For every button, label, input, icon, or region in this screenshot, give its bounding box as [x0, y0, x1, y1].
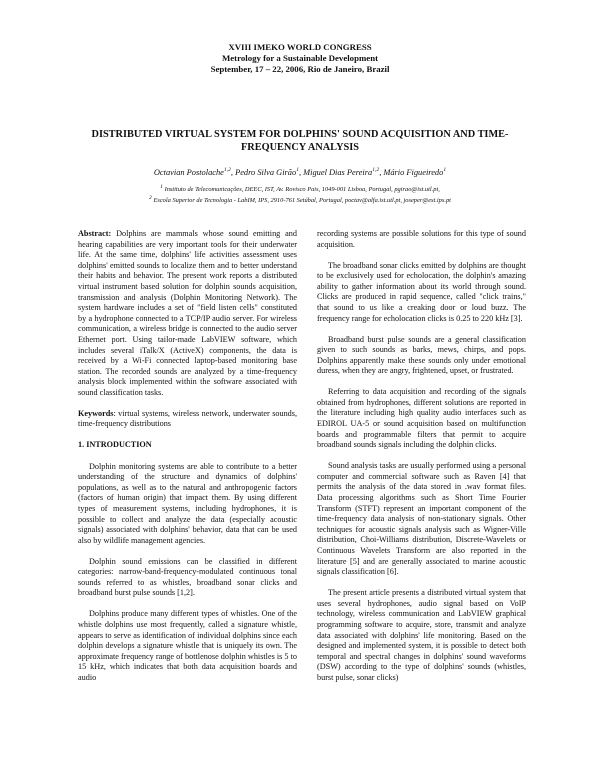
- affil-text: Instituto de Telecomunicações, DEEC, IST, Av. Rovisco Pais, 1049-001 Lisboa, Portugal, pgirao@ist.utl.pt,: [164, 186, 440, 193]
- affil-text: Escola Superior de Tecnologia - LabIM, IPS, 2910-761 Setúbal, Portugal, poctav@alfa.ist.utl.pt, joseper@est.ips.pt: [153, 196, 451, 204]
- paragraph: recording systems are possible solutions for this type of sound acquisition.: [317, 229, 526, 249]
- author-name: Mário Figueiredo: [383, 168, 444, 177]
- section-heading: 1. INTRODUCTION: [78, 440, 152, 450]
- author-name: Pedro Silva Girão: [235, 168, 297, 177]
- paragraph: Broadband burst pulse sounds are a general classification given to such sounds as barks, mews, chirps, and pops. Dolphins apparently make these sounds only under emotional duress, when they are angry, frightened, upset, or frustrated.: [317, 334, 526, 376]
- keywords-text: : virtual systems, wireless network, underwater sounds, time-frequency distributions: [78, 408, 297, 429]
- affil-sup: 2: [149, 194, 152, 201]
- author-list: Octavian Postolache$^{1,2}$, Pedro Silva Girão$^1$, Miguel Dias Pereira$^{1,2}$, Mário Figueiredo$^1$: [153, 167, 447, 177]
- abstract: [78, 229, 297, 399]
- conference-theme: Metrology for a Sustainable Development: [221, 52, 379, 63]
- conference-header: [0, 42, 600, 74]
- abstract-label: Abstract:: [78, 229, 112, 238]
- author-name: Miguel Dias Pereira: [303, 168, 373, 177]
- right-column: [317, 229, 526, 694]
- paragraph: The present article presents a distributed virtual system that uses several hydrophones, audio signal based on VoIP technology, wireless communication and LabVIEW graphical programming software to acquire, store, transmit and analyze data associated with dolphins' life monitoring. Based on the designed and implemented system, it is possible to detect both temporal and spectral changes in dolphins' sound waveforms (DSW) according to the type of dolphins' sounds (whistles, burst pulse, sonar clicks): [317, 588, 526, 682]
- conference-name: XVIII IMEKO WORLD CONGRESS: [228, 42, 372, 52]
- affiliations: [0, 185, 600, 206]
- paragraph: Dolphins produce many different types of whistles. One of the whistle dolphins use most frequently, called a signature whistle, appears to serve as identification of individual dolphins since each dolphin develops a signature whistle that is uniquely its own. The approximate frequency range of bottlenose dolphin whistles is 5 to 15 kHz, which indicates that both data acquisition boards and audio: [78, 609, 297, 683]
- author-affil-sup: 1: [296, 167, 299, 174]
- affiliation-2: [0, 196, 600, 207]
- paragraph: Sound analysis tasks are usually performed using a personal computer and commercial software such as Raven [4] that permits the analysis of the data stored in .wav format files. Data processing algorithms such as Short Time Fourier Transform (STFT) represent an important component of the time-frequency data analysis of non-stationary signals. Other techniques for acoustic signals analysis such as Wigner-Ville distribution, Choi-Williams distribution, Discrete-Wavelets or Continuous Wavelets Transform are also reported in the literature [5] and are generally associated to marine acoustic signals classification [6].: [317, 461, 526, 577]
- keywords-label: Keywords: [78, 408, 114, 418]
- affil-sup: 1: [160, 183, 163, 190]
- abstract-text: Dolphins are mammals whose sound emitting and hearing capabilities are very important tools for their underwater life. At the same time, dolphins' life activities assessment uses dolphins' emitted sounds to localize them and to better understand their habits and behavior. The present work reports a distributed virtual instrument based solution for dolphin sounds acquisition, transmission and analysis (Dolphin Monitoring Network). The system hardware includes a set of "field listen cells" constituted by a hydrophone connected to a TCP/IP audio server. For wireless communication, a wireless bridge is connected to the audio server Ethernet port. Using tailor-made LabVIEW software, which includes several iTalk/X (ActiveX) components, the data is received by a Wi-Fi connected laptop-based monitoring base station. The recorded sounds are analyzed by a time-frequency analysis block implemented within the software associated with sound classification tasks.: [78, 229, 297, 397]
- affiliation-1: [0, 185, 600, 196]
- author-affil-sup: 1: [443, 167, 447, 174]
- author-affil-sup: 1,2: [372, 167, 380, 174]
- paragraph: The broadband sonar clicks emitted by dolphins are thought to be exclusively used for echolocation, the dolphin's amazing ability to gather information about its world through sound. Clicks are produced in rapid sequence, called "click trains," that sound to us like a creaking door or loud buzz. The frequency range for echolocation clicks is 0.25 to 220 kHz [3].: [317, 260, 526, 323]
- author-affil-sup: 1,2: [223, 167, 231, 174]
- paper-title: DISTRIBUTED VIRTUAL SYSTEM FOR DOLPHINS' SOUND ACQUISITION AND TIME-FREQUENCY ANALYSIS: [91, 129, 509, 153]
- author-name: Octavian Postolache: [153, 168, 224, 177]
- paragraph: Dolphin sound emissions can be classified in different categories: narrow-band-frequency-modulated continuous tonal sounds referred to as whistles, broadband sonar clicks and broadband burst pulse sounds [1,2].: [78, 556, 297, 598]
- conference-dates: September, 17 – 22, 2006, Rio de Janeiro, Brazil: [210, 63, 390, 74]
- paragraph: Dolphin monitoring systems are able to contribute to a better understanding of the structure and dynamics of dolphins' populations, as well as to the natural and anthropogenic factors (factors of human origin) that impact them. By using different types of measurement systems, including hydrophones, it is possible to collect and analyze the data (especially acoustic signals) associated with dolphins' behavior, data that can be used also by wildlife management agencies.: [78, 461, 297, 545]
- left-column: [78, 229, 297, 694]
- paragraph: Referring to data acquisition and recording of the signals obtained from hydrophones, different solutions are reported in the literature including high quality audio interfaces such as EDIROL UA-5 or sound acquisition based on multifunction boards and programmable filters that permit to acquire broadband sounds signals including the dolphin clicks.: [317, 387, 526, 450]
- keywords: [78, 409, 297, 430]
